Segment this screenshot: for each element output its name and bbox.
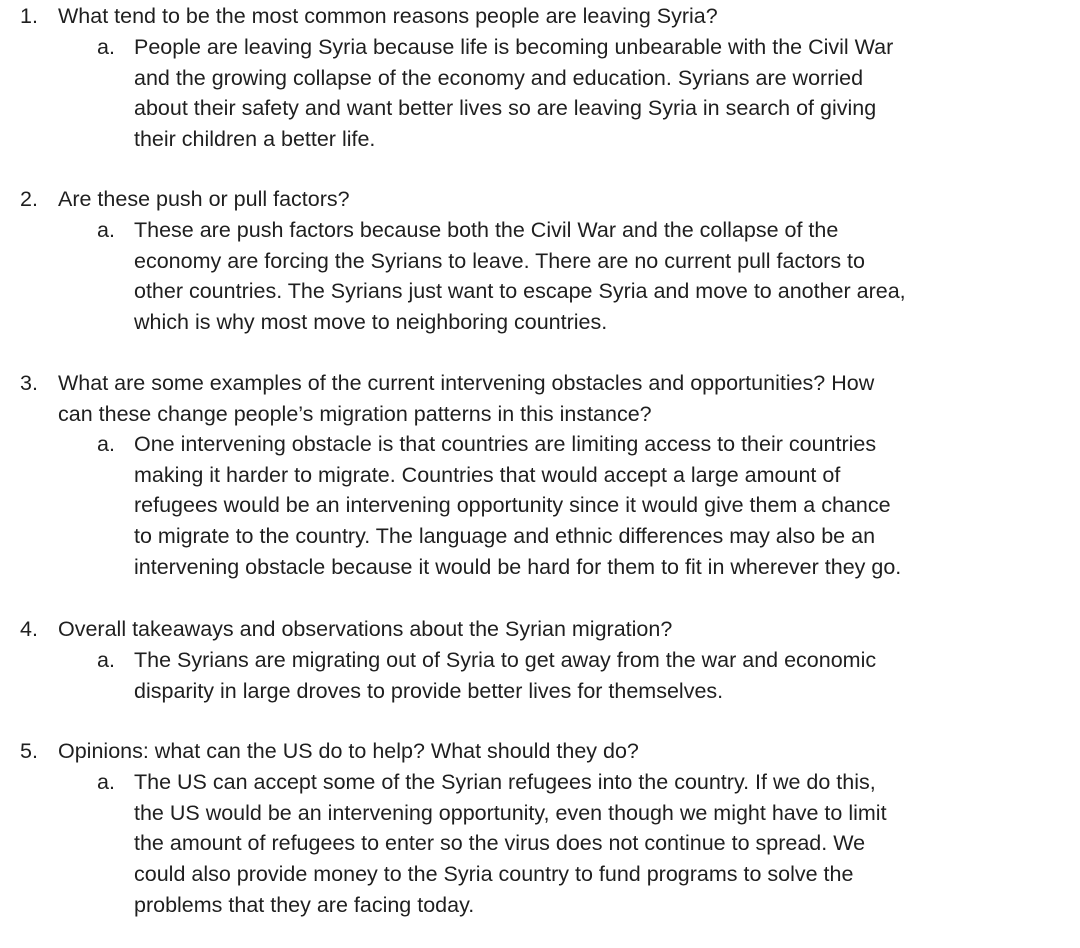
- answer-marker: a.: [97, 35, 115, 59]
- answer-text: People are leaving Syria because life is becoming unbearable with the Civil War and the growing collapse of the economy and education. Syrians are worried about their safety and want better lives so are leaving Syria in search of giving their children a better life.: [134, 35, 894, 152]
- answer-marker: a.: [97, 218, 115, 242]
- answer-marker: a.: [97, 432, 115, 456]
- question-number: 4.: [20, 617, 38, 641]
- answer-text: The Syrians are migrating out of Syria to get away from the war and economic disparity in large droves to provide better lives for themselves.: [134, 648, 877, 703]
- answer-text: One intervening obstacle is that countries are limiting access to their countries making it harder to migrate. Countries that would accept a large amount of refugees would be an intervening opportunity since it would give them a chance to migrate to the country. The language and ethnic differences may also be an intervening obstacle because it would be hard for them to fit in wherever they go.: [134, 432, 902, 579]
- question-text: Overall takeaways and observations about the Syrian migration?: [58, 617, 673, 641]
- question-text: Opinions: what can the US do to help? What should they do?: [58, 739, 639, 763]
- question-number: 3.: [20, 371, 38, 395]
- answer-marker: a.: [97, 770, 115, 794]
- question-number: 1.: [20, 4, 38, 28]
- question-text: Are these push or pull factors?: [58, 187, 350, 211]
- question-text: What are some examples of the current intervening obstacles and opportunities? How can these change people’s migration patterns in this instance?: [58, 371, 875, 426]
- question-text: What tend to be the most common reasons people are leaving Syria?: [58, 4, 718, 28]
- answer-marker: a.: [97, 648, 115, 672]
- answer-text: These are push factors because both the Civil War and the collapse of the economy are forcing the Syrians to leave. There are no current pull factors to other countries. The Syrians just want to escape Syria and move to another area, which is why most move to neighboring countries.: [134, 218, 906, 335]
- answer-text: The US can accept some of the Syrian refugees into the country. If we do this, the US would be an intervening opportunity, even though we might have to limit the amount of refugees to enter so the virus does not continue to spread. We could also provide money to the Syria country to fund programs to solve the problems that they are facing today.: [134, 770, 887, 917]
- question-number: 2.: [20, 187, 38, 211]
- question-number: 5.: [20, 739, 38, 763]
